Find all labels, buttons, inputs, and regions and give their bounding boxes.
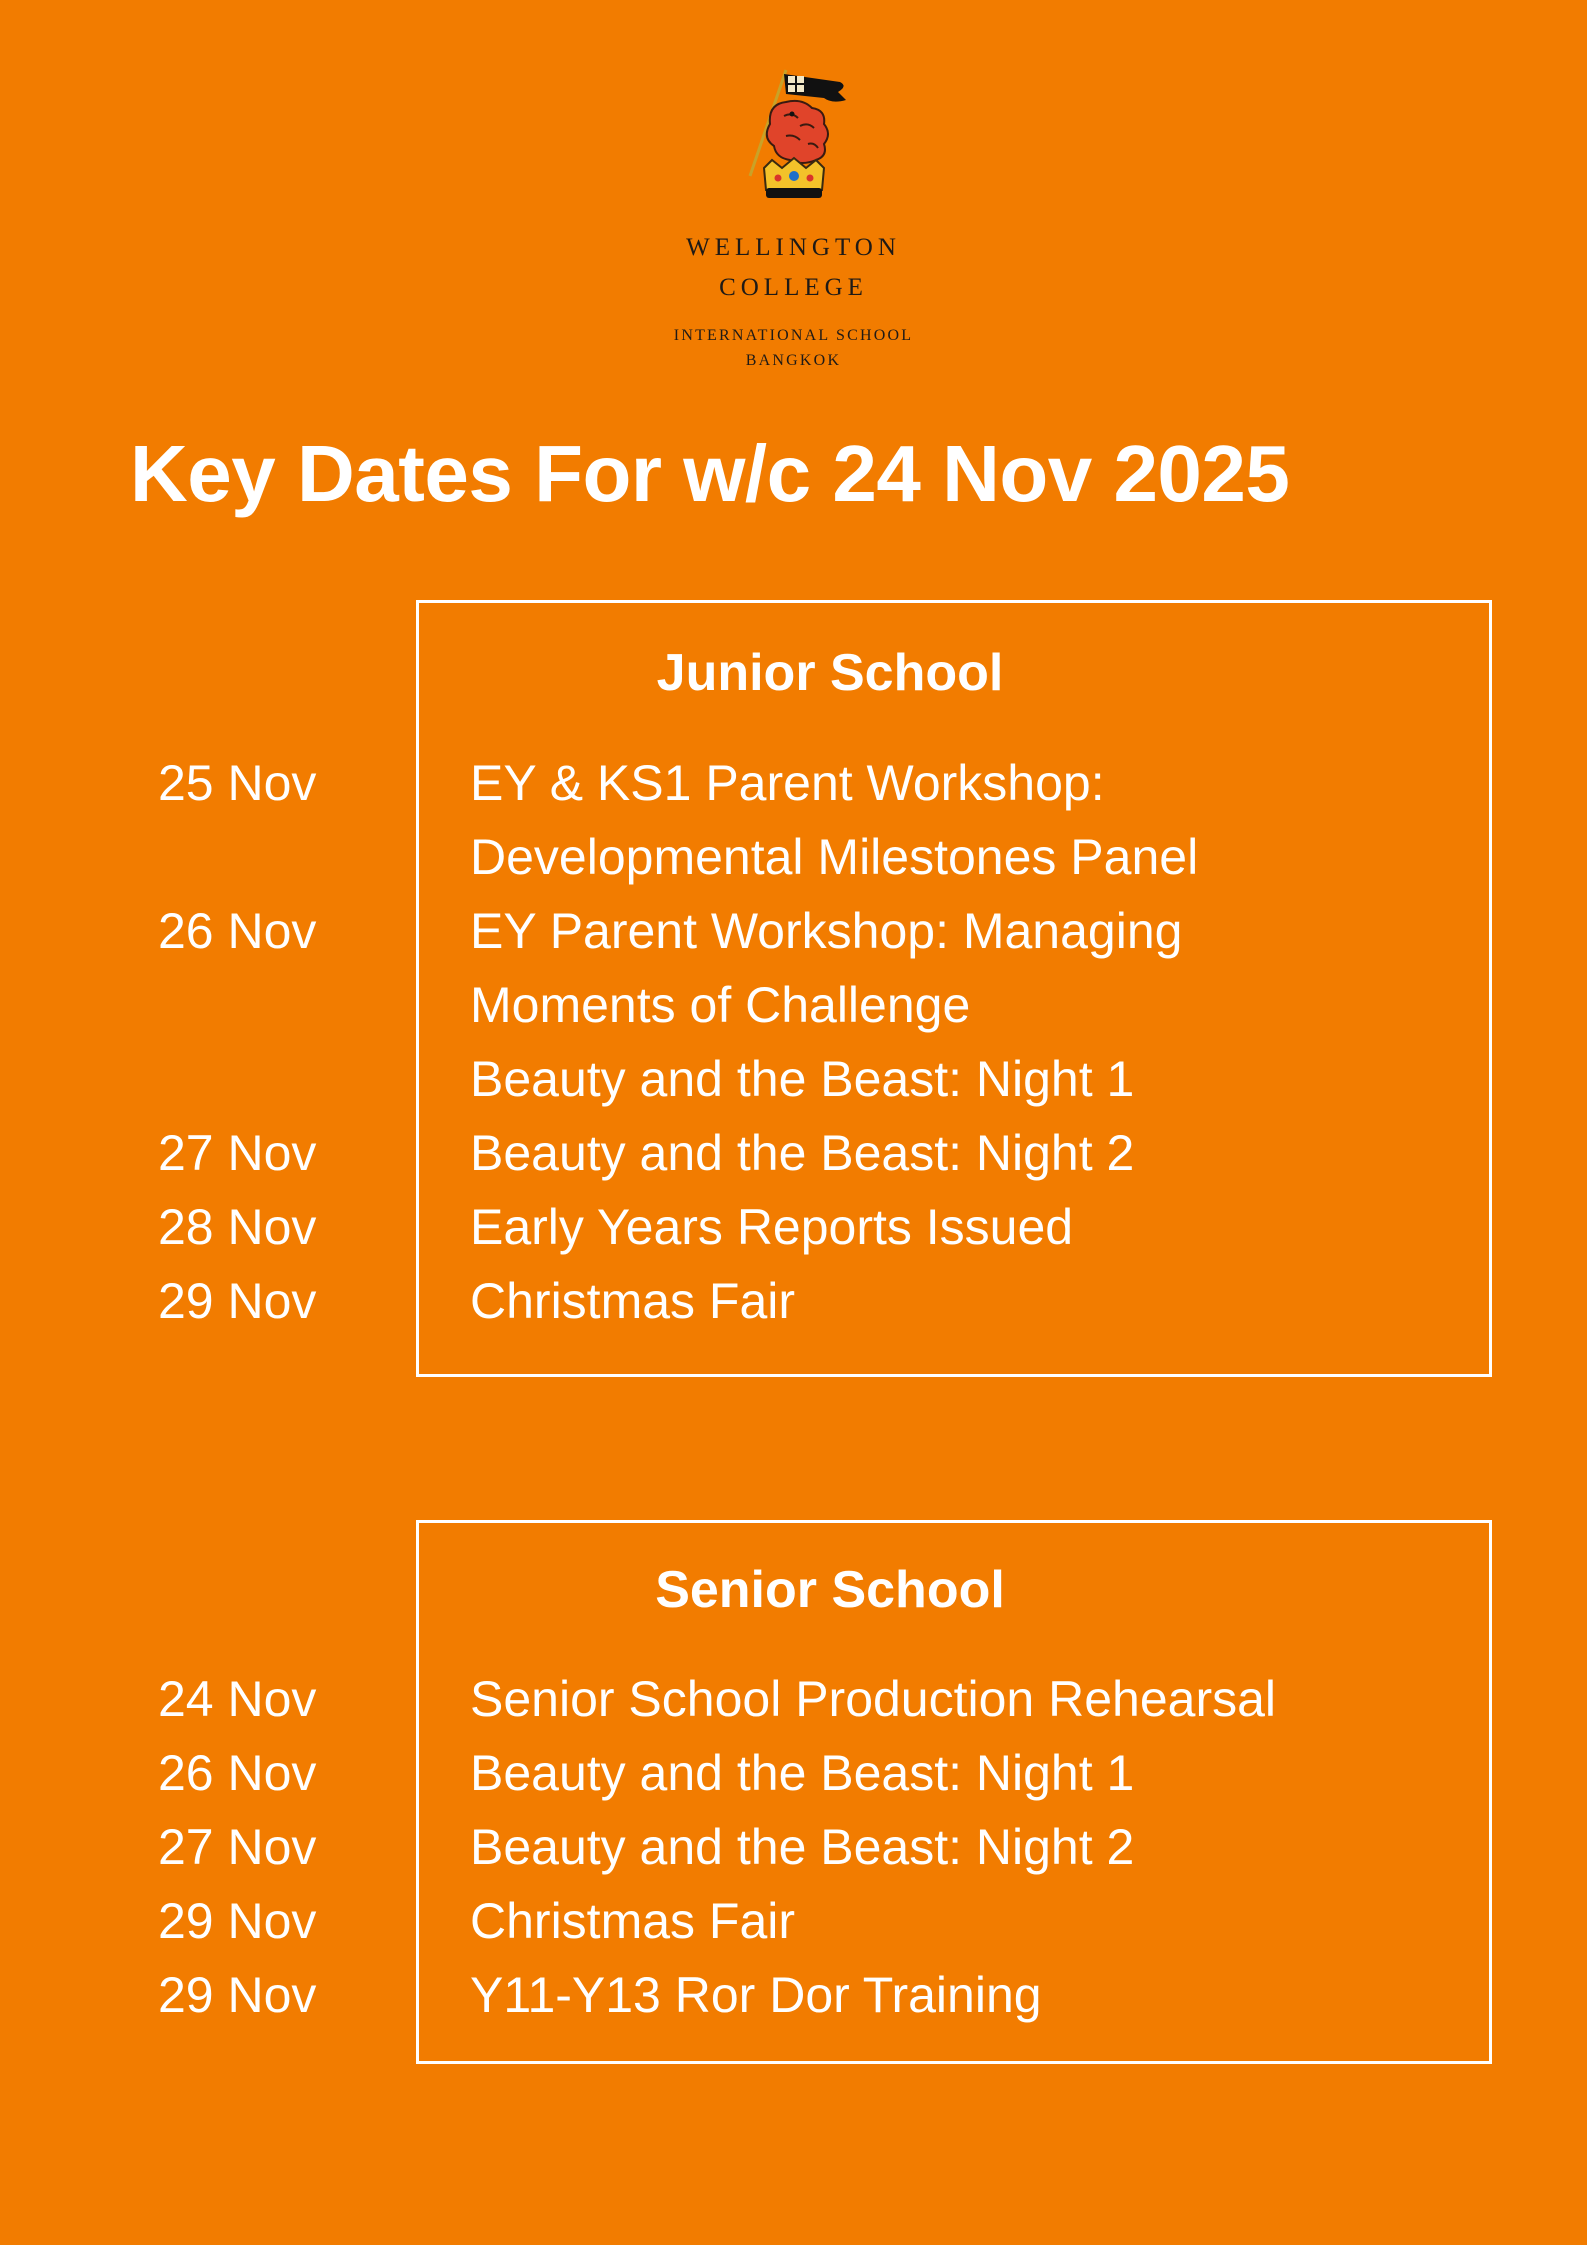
event-title: Developmental Milestones Panel xyxy=(470,829,1199,885)
event-title: Beauty and the Beast: Night 2 xyxy=(470,1125,1135,1181)
senior-school-events xyxy=(0,1662,1587,2032)
event-date: 26 Nov xyxy=(158,903,317,959)
event-title: Moments of Challenge xyxy=(470,977,971,1033)
event-date: 24 Nov xyxy=(158,1671,317,1727)
event-title: Senior School Production Rehearsal xyxy=(470,1671,1277,1727)
list-item xyxy=(0,820,1587,894)
list-item xyxy=(0,1662,1587,1736)
event-title: Y11-Y13 Ror Dor Training xyxy=(470,1967,1042,2023)
logo-line-wellington: WELLINGTON xyxy=(686,234,901,261)
list-item xyxy=(0,968,1587,1042)
event-date: 26 Nov xyxy=(158,1745,317,1801)
event-date: 25 Nov xyxy=(158,755,317,811)
list-item xyxy=(0,746,1587,820)
list-item xyxy=(0,1264,1587,1338)
list-item xyxy=(0,1810,1587,1884)
page-title: Key Dates For w/c 24 Nov 2025 xyxy=(130,429,1290,518)
list-item xyxy=(0,1958,1587,2032)
list-item xyxy=(0,894,1587,968)
lion-crest-icon xyxy=(728,64,860,212)
event-title: EY Parent Workshop: Managing xyxy=(470,903,1183,959)
list-item xyxy=(0,1190,1587,1264)
event-title: Beauty and the Beast: Night 2 xyxy=(470,1819,1135,1875)
event-date: 28 Nov xyxy=(158,1199,317,1255)
logo-line-college: COLLEGE xyxy=(719,274,868,301)
event-date: 29 Nov xyxy=(158,1893,317,1949)
event-title: Christmas Fair xyxy=(470,1893,796,1949)
event-date: 27 Nov xyxy=(158,1819,317,1875)
list-item xyxy=(0,1116,1587,1190)
event-title: Early Years Reports Issued xyxy=(470,1199,1074,1255)
logo-line-bangkok: BANGKOK xyxy=(745,352,842,369)
event-date: 29 Nov xyxy=(158,1967,317,2023)
senior-school-heading: Senior School xyxy=(655,1561,1005,1619)
list-item xyxy=(0,1042,1587,1116)
list-item xyxy=(0,1884,1587,1958)
event-date: 29 Nov xyxy=(158,1273,317,1329)
junior-school-heading: Junior School xyxy=(656,644,1004,702)
list-item xyxy=(0,1736,1587,1810)
event-title: Beauty and the Beast: Night 1 xyxy=(470,1051,1135,1107)
event-title: Beauty and the Beast: Night 1 xyxy=(470,1745,1135,1801)
event-title: Christmas Fair xyxy=(470,1273,796,1329)
junior-school-events xyxy=(0,746,1587,1338)
event-title: EY & KS1 Parent Workshop: xyxy=(470,755,1105,811)
logo-line-international-school: INTERNATIONAL SCHOOL xyxy=(673,327,914,344)
event-date: 27 Nov xyxy=(158,1125,317,1181)
